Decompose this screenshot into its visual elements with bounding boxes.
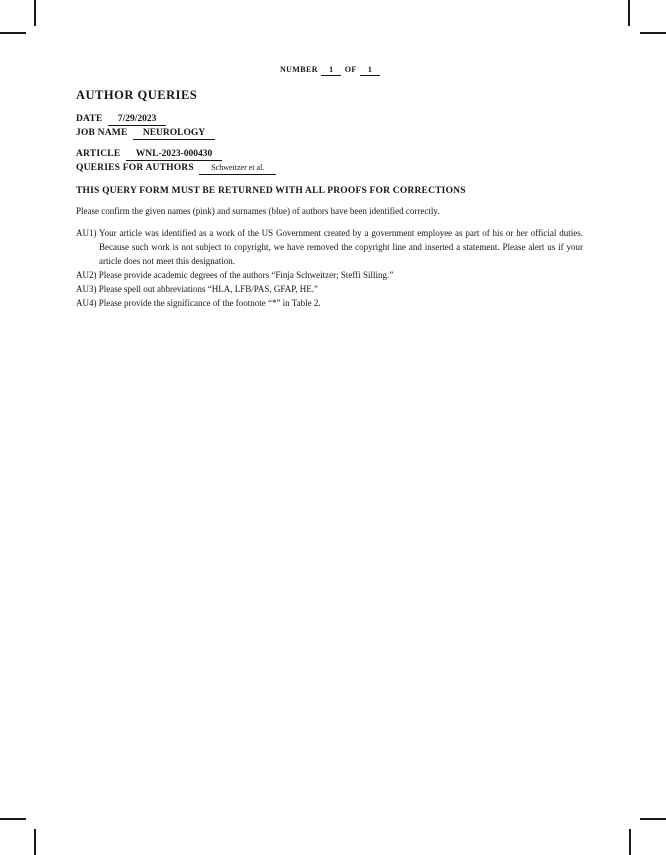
field-row-date (76, 112, 583, 126)
query-id: AU1) (76, 228, 97, 238)
query-id: AU2) (76, 270, 97, 280)
query-item-au4 (76, 296, 583, 310)
query-text: Your article was identified as a work of the US Government created by a government employee as part of his or her official duties. Because such work is not subject to copyright, we have removed the copyright line and inserted a statement. Please alert us if your article does not meet this designation. (99, 228, 583, 266)
crop-mark-top-left-horizontal (0, 32, 26, 34)
field-row-job-name (76, 126, 583, 140)
page-title: AUTHOR QUERIES (76, 88, 198, 102)
queries-for-authors-value: Schweitzer et al. (199, 162, 276, 175)
crop-mark-top-right-horizontal (640, 32, 666, 34)
query-text: Please provide the significance of the footnote “*” in Table 2. (98, 298, 321, 308)
of-label: OF (344, 65, 357, 74)
query-text: Please spell out abbreviations “HLA, LFB/PAS, GFAP, HE.” (98, 284, 318, 294)
of-total-value: 1 (360, 65, 380, 76)
crop-mark-bottom-left-horizontal (0, 818, 26, 820)
job-name-label: JOB NAME (76, 128, 128, 138)
query-id: AU4) (76, 298, 97, 308)
confirm-names-instruction: Please confirm the given names (pink) and surnames (blue) of authors have been identified correctly. (76, 206, 440, 216)
number-label: NUMBER (279, 65, 318, 74)
crop-mark-top-left-vertical (34, 0, 36, 26)
date-label: DATE (76, 114, 103, 124)
query-item-au3 (76, 282, 583, 296)
query-item-au1 (76, 226, 583, 268)
page-content (76, 64, 583, 310)
queries-for-authors-label: QUERIES FOR AUTHORS (76, 163, 194, 173)
crop-mark-bottom-left-vertical (34, 829, 36, 855)
article-value: WNL-2023-000430 (126, 148, 223, 161)
return-notice: THIS QUERY FORM MUST BE RETURNED WITH ALL PROOFS FOR CORRECTIONS (76, 186, 466, 196)
query-item-au2 (76, 268, 583, 282)
author-query-list (76, 226, 583, 310)
crop-mark-top-right-vertical (628, 0, 630, 26)
field-row-queries-for-authors (76, 161, 583, 175)
crop-mark-bottom-right-horizontal (640, 818, 666, 820)
date-value: 7/29/2023 (108, 113, 167, 126)
form-fields (76, 112, 583, 175)
crop-mark-bottom-right-vertical (629, 829, 631, 855)
number-value: 1 (321, 65, 341, 76)
query-id: AU3) (76, 284, 97, 294)
article-label: ARTICLE (76, 149, 121, 159)
page-number-line (76, 64, 583, 76)
job-name-value: NEUROLOGY (133, 127, 215, 140)
field-row-article (76, 147, 583, 161)
query-text: Please provide academic degrees of the authors “Finja Schweitzer; Steffi Silling.” (98, 270, 394, 280)
